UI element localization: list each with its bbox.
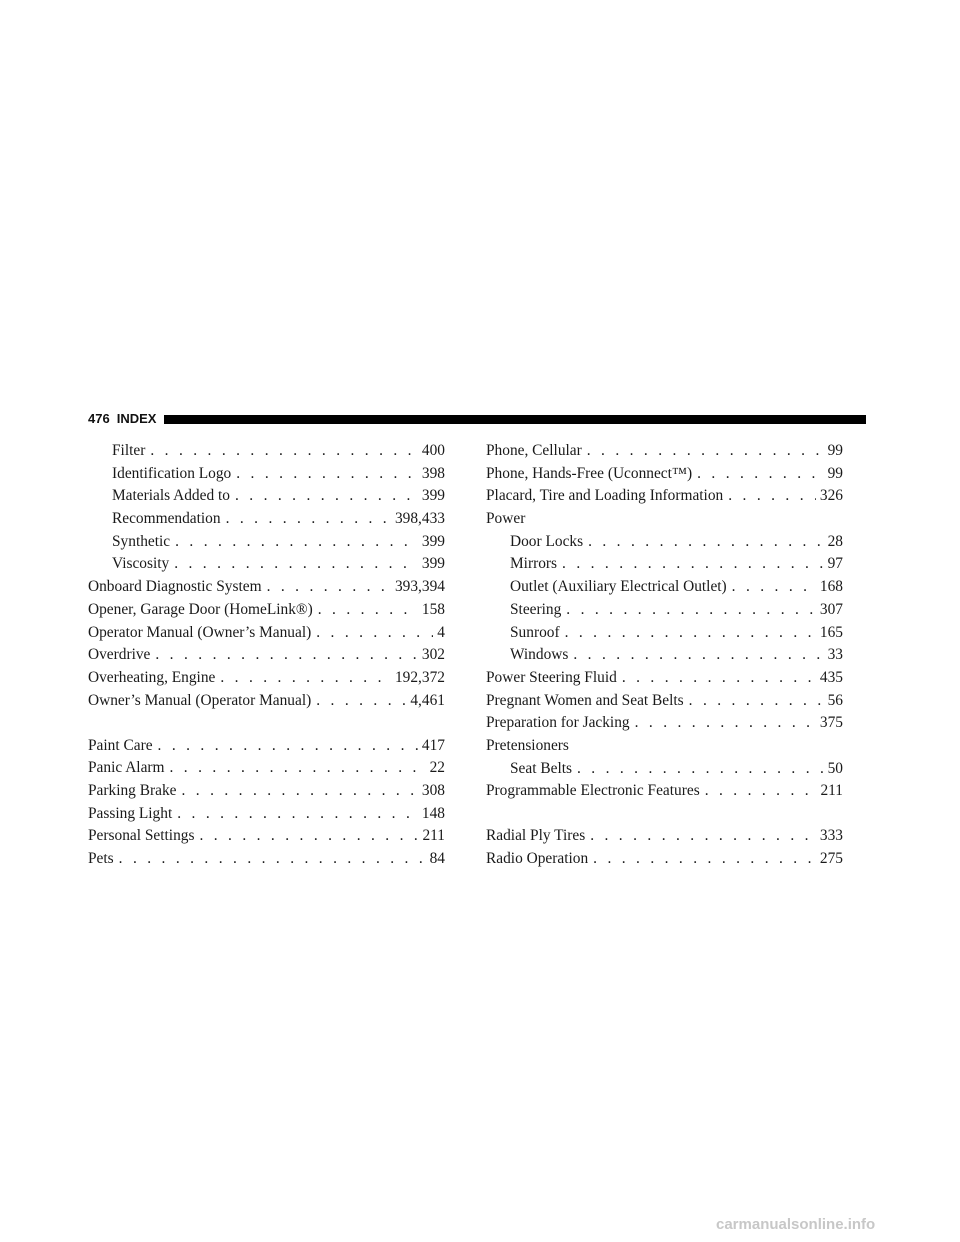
index-subentry	[88, 553, 445, 576]
page-reference: 399	[421, 532, 445, 550]
dot-leader	[155, 644, 418, 667]
index-term: Phone, Cellular	[486, 442, 582, 459]
dot-leader	[236, 463, 418, 486]
dot-leader	[697, 463, 823, 486]
dot-leader	[199, 825, 418, 848]
page-reference: 211	[820, 782, 843, 800]
index-entry	[88, 667, 445, 690]
page-reference: 4	[437, 623, 445, 641]
index-subentry	[486, 531, 843, 554]
index-entry	[486, 463, 843, 486]
index-term: Materials Added to	[112, 487, 230, 505]
page-reference: 398,433	[394, 510, 445, 528]
dot-leader	[689, 690, 824, 713]
index-entry	[88, 803, 445, 826]
page-reference: 393,394	[394, 578, 445, 596]
index-entry	[486, 508, 843, 531]
dot-leader	[170, 757, 426, 780]
index-term: Passing Light	[88, 804, 173, 822]
index-entry	[486, 825, 843, 848]
page-reference: 399	[421, 555, 445, 573]
page-reference: 22	[429, 759, 445, 777]
index-term: Windows	[510, 646, 569, 664]
section-title: INDEX	[116, 411, 157, 426]
index-term: Power Steering Fluid	[486, 668, 617, 686]
index-entry	[486, 780, 843, 803]
index-entry	[88, 735, 445, 758]
page-reference: 158	[421, 600, 445, 618]
index-term: Phone, Hands-Free (Uconnect™)	[486, 464, 693, 482]
index-term: Filter	[112, 442, 146, 459]
page-reference: 148	[421, 804, 445, 822]
index-term: Steering	[510, 600, 562, 618]
dot-leader	[158, 735, 418, 758]
page-reference: 56	[827, 691, 843, 709]
page-reference: 435	[819, 668, 843, 686]
index-term: Panic Alarm	[88, 759, 165, 777]
dot-leader	[635, 712, 816, 735]
index-term: Mirrors	[510, 555, 558, 573]
dot-leader	[573, 644, 823, 667]
index-term: Door Locks	[510, 532, 584, 550]
index-entry	[88, 757, 445, 780]
index-entry	[88, 576, 445, 599]
index-subentry	[486, 644, 843, 667]
index-term: Radial Ply Tires	[486, 827, 586, 845]
index-entry	[88, 825, 445, 848]
dot-leader	[732, 576, 816, 599]
index-entry	[88, 848, 445, 871]
index-term: Pets	[88, 850, 114, 868]
page-reference: 308	[421, 782, 445, 800]
index-entry	[486, 712, 843, 735]
index-subentry	[486, 622, 843, 645]
page-reference: 398	[421, 464, 445, 482]
dot-leader	[175, 531, 418, 554]
index-term: Radio Operation	[486, 850, 589, 868]
index-entry	[88, 644, 445, 667]
index-entry	[88, 599, 445, 622]
dot-leader	[728, 485, 816, 508]
index-term: Programmable Electronic Features	[486, 782, 700, 800]
index-subentry	[486, 758, 843, 781]
page-reference: 165	[819, 623, 843, 641]
index-term: Opener, Garage Door (HomeLink®)	[88, 600, 313, 618]
dot-leader	[562, 553, 824, 576]
dot-leader	[235, 485, 418, 508]
page-reference: 399	[421, 487, 445, 505]
index-entry	[88, 780, 445, 803]
dot-leader	[622, 667, 816, 690]
dot-leader	[316, 622, 433, 645]
index-subentry	[88, 531, 445, 554]
dot-leader	[566, 599, 816, 622]
index-term: Pretensioners	[486, 736, 569, 754]
index-term: Operator Manual (Owner’s Manual)	[88, 623, 312, 641]
index-term: Synthetic	[112, 532, 171, 550]
page-reference: 99	[827, 464, 843, 482]
index-entry	[486, 690, 843, 713]
dot-leader	[577, 758, 824, 781]
page-header	[88, 411, 866, 427]
index-term: Placard, Tire and Loading Information	[486, 487, 724, 505]
index-term: Pregnant Women and Seat Belts	[486, 691, 684, 709]
index-entry	[88, 622, 445, 645]
dot-leader	[220, 667, 391, 690]
index-subentry	[486, 599, 843, 622]
watermark: carmanualsonline.info	[716, 1216, 876, 1233]
index-column-left	[88, 440, 445, 871]
index-subentry	[88, 440, 445, 463]
dot-leader	[181, 780, 417, 803]
page-reference: 97	[827, 555, 843, 573]
index-term: Recommendation	[112, 510, 221, 528]
page-reference: 275	[819, 850, 843, 868]
dot-leader	[119, 848, 426, 871]
index-term: Outlet (Auxiliary Electrical Outlet)	[510, 578, 727, 596]
index-entry	[486, 848, 843, 871]
index-subentry	[88, 463, 445, 486]
dot-leader	[177, 803, 418, 826]
header-rule	[164, 415, 866, 424]
dot-leader	[226, 508, 391, 531]
index-term: Onboard Diagnostic System	[88, 578, 262, 596]
page-reference: 4,461	[410, 691, 445, 709]
index-term: Parking Brake	[88, 782, 177, 800]
index-term: Identification Logo	[112, 464, 232, 482]
index-subentry	[88, 485, 445, 508]
dot-leader	[588, 531, 824, 554]
dot-leader	[316, 690, 406, 713]
index-entry	[486, 440, 843, 463]
dot-leader	[150, 440, 418, 463]
page-reference: 84	[429, 850, 445, 868]
index-entry	[486, 485, 843, 508]
dot-leader	[587, 440, 824, 463]
index-term: Sunroof	[510, 623, 560, 641]
page-reference: 400	[421, 442, 445, 459]
index-entry	[486, 667, 843, 690]
page-reference: 417	[421, 736, 445, 754]
page-reference: 326	[819, 487, 843, 505]
page-reference: 375	[819, 714, 843, 732]
page-number: 476	[88, 411, 110, 426]
page-reference: 211	[422, 827, 445, 845]
index-term: Power	[486, 510, 526, 528]
index-subentry	[486, 553, 843, 576]
index-entry	[486, 735, 843, 758]
page-reference: 302	[421, 646, 445, 664]
index-term: Personal Settings	[88, 827, 195, 845]
index-term: Overheating, Engine	[88, 668, 216, 686]
index-subentry	[88, 508, 445, 531]
index-term: Overdrive	[88, 646, 151, 664]
index-term: Viscosity	[112, 555, 170, 573]
page-reference: 307	[819, 600, 843, 618]
page-reference: 28	[827, 532, 843, 550]
dot-leader	[593, 848, 816, 871]
page-reference: 192,372	[394, 668, 445, 686]
index-term: Preparation for Jacking	[486, 714, 630, 732]
index-term: Seat Belts	[510, 759, 572, 777]
dot-leader	[590, 825, 816, 848]
page-reference: 33	[827, 646, 843, 664]
page-reference: 168	[819, 578, 843, 596]
index-entry	[88, 690, 445, 713]
page-reference: 50	[827, 759, 843, 777]
dot-leader	[318, 599, 418, 622]
index-term: Owner’s Manual (Operator Manual)	[88, 691, 312, 709]
dot-leader	[174, 553, 418, 576]
dot-leader	[565, 622, 816, 645]
page-reference: 333	[819, 827, 843, 845]
index-term: Paint Care	[88, 736, 153, 754]
page-reference: 99	[827, 442, 843, 459]
index-subentry	[486, 576, 843, 599]
index-column-right	[486, 440, 843, 871]
dot-leader	[267, 576, 391, 599]
dot-leader	[705, 780, 817, 803]
